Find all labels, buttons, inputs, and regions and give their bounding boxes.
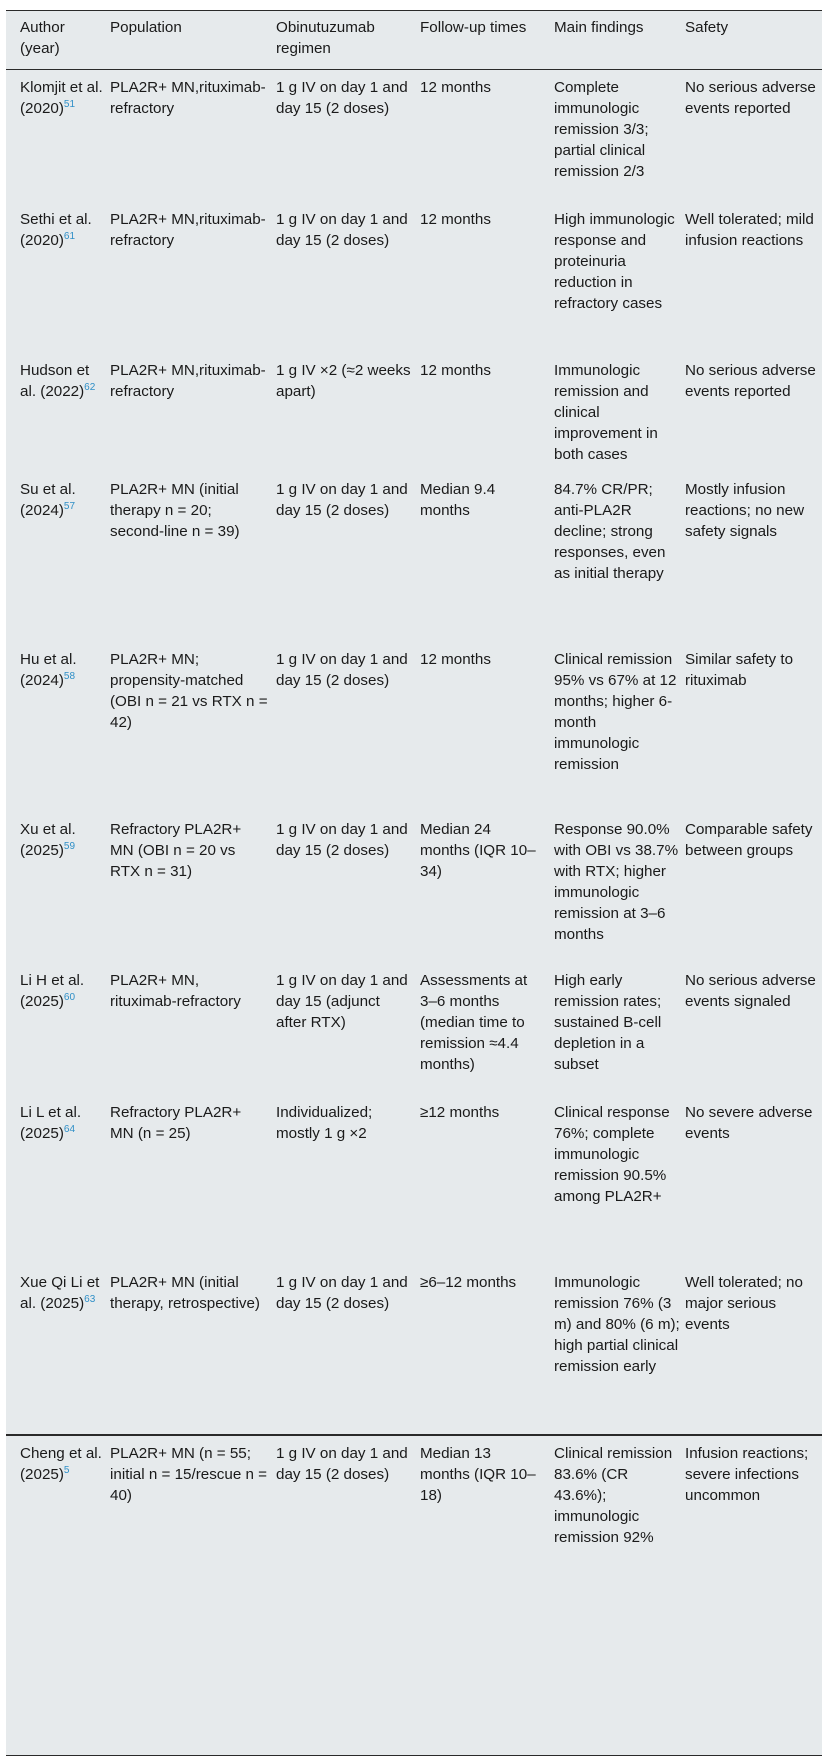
- cell-regimen-text: 1 g IV on day 1 and day 15 (adjunct after RTX): [276, 971, 408, 1031]
- header-safety: Safety: [685, 11, 822, 70]
- cell-safety: [685, 472, 822, 642]
- cell-findings-text: Clinical remission 95% vs 67% at 12 months; higher 6-month immunologic remission: [554, 650, 677, 773]
- cell-regimen: [276, 353, 420, 472]
- header-findings: Main findings: [554, 11, 685, 70]
- cell-population: [110, 1435, 276, 1585]
- cell-followup-text: Median 9.4 months: [420, 480, 496, 519]
- cell-followup-text: Assessments at 3–6 months (median time to remission ≈4.4 months): [420, 971, 528, 1073]
- cell-regimen-text: 1 g IV on day 1 and day 15 (2 doses): [276, 820, 408, 859]
- reference-link[interactable]: 61: [63, 230, 76, 242]
- cell-findings-text: Response 90.0% with OBI vs 38.7% with RTX; higher immunologic remission at 3–6 months: [554, 820, 679, 943]
- cell-author: [6, 642, 110, 812]
- cell-regimen: [276, 472, 420, 642]
- cell-findings-text: Clinical response 76%; complete immunologic remission 90.5% among PLA2R+: [554, 1103, 670, 1205]
- header-row: [6, 11, 822, 70]
- cell-population: [110, 812, 276, 963]
- cell-findings-text: 84.7% CR/PR; anti-PLA2R decline; strong responses, even as initial therapy: [554, 480, 666, 582]
- obinutuzumab-studies-table: [6, 10, 822, 1756]
- cell-author: [6, 963, 110, 1095]
- cell-findings: [554, 472, 685, 642]
- cell-followup: [420, 472, 554, 642]
- reference-link[interactable]: 57: [63, 500, 76, 512]
- table-row: [6, 202, 822, 353]
- cell-safety-text: No serious adverse events reported: [685, 79, 816, 117]
- cell-author: [6, 472, 110, 642]
- cell-regimen-text: 1 g IV on day 1 and day 15 (2 doses): [276, 210, 408, 249]
- cell-followup: [420, 642, 554, 812]
- cell-safety: [685, 1435, 822, 1585]
- cell-followup: [420, 353, 554, 472]
- cell-author-text: Su et al. (2024): [20, 480, 76, 519]
- cell-safety-text: Similar safety to rituximab: [685, 650, 794, 689]
- cell-followup-text: 12 months: [420, 650, 491, 668]
- cell-safety-text: Infusion reactions; severe infections uncommon: [685, 1444, 809, 1504]
- cell-population: [110, 202, 276, 353]
- cell-author-text: Hu et al. (2024): [20, 650, 77, 689]
- cell-author: [6, 1265, 110, 1435]
- table-row: [6, 812, 822, 963]
- cell-author-text: Li H et al. (2025): [20, 971, 85, 1010]
- cell-followup: [420, 963, 554, 1095]
- cell-findings-text: Immunologic remission and clinical improvement in both cases: [554, 361, 658, 463]
- cell-author: [6, 70, 110, 202]
- cell-safety-text: Comparable safety between groups: [685, 820, 813, 859]
- reference-link[interactable]: 62: [84, 381, 96, 393]
- cell-safety: [685, 1095, 822, 1265]
- cell-population-text: PLA2R+ MN (n = 55; initial n = 15/rescue n = 40): [110, 1444, 268, 1504]
- cell-regimen-text: Individualized; mostly 1 g ×2: [276, 1103, 373, 1142]
- cell-population-text: PLA2R+ MN; propensity-matched (OBI n = 21 vs RTX n = 42): [110, 650, 268, 731]
- cell-safety: [685, 353, 822, 472]
- cell-author-text: Xu et al. (2025): [20, 820, 76, 859]
- cell-population: [110, 472, 276, 642]
- cell-regimen-text: 1 g IV on day 1 and day 15 (2 doses): [276, 480, 408, 519]
- reference-link[interactable]: 64: [63, 1123, 76, 1135]
- reference-link[interactable]: 63: [84, 1293, 96, 1305]
- cell-regimen: [276, 1265, 420, 1435]
- cell-findings: [554, 1435, 685, 1585]
- studies-table: [6, 11, 822, 1585]
- cell-findings: [554, 1095, 685, 1265]
- cell-findings-text: Clinical remission 83.6% (CR 43.6%); immunologic remission 92%: [554, 1444, 673, 1546]
- cell-population-text: Refractory PLA2R+ MN (n = 25): [110, 1103, 242, 1142]
- cell-population-text: PLA2R+ MN (initial therapy n = 20; second-line n = 39): [110, 480, 240, 540]
- cell-population-text: PLA2R+ MN,rituximab-refractory: [110, 361, 266, 400]
- cell-regimen-text: 1 g IV on day 1 and day 15 (2 doses): [276, 79, 408, 117]
- cell-followup: [420, 70, 554, 202]
- table-row: [6, 353, 822, 472]
- table-row: [6, 70, 822, 202]
- header-population: Population: [110, 11, 276, 70]
- cell-regimen: [276, 202, 420, 353]
- cell-findings: [554, 70, 685, 202]
- cell-safety-text: No serious adverse events reported: [685, 361, 816, 400]
- cell-author: [6, 202, 110, 353]
- reference-link[interactable]: 5: [63, 1464, 70, 1476]
- cell-followup: [420, 1265, 554, 1435]
- cell-regimen: [276, 1095, 420, 1265]
- cell-author-text: Hudson et al. (2022): [20, 361, 90, 400]
- cell-followup-text: ≥12 months: [420, 1103, 500, 1121]
- cell-followup-text: Median 13 months (IQR 10–18): [420, 1444, 536, 1504]
- table-row: [6, 642, 822, 812]
- cell-author-text: Klomjit et al. (2020): [20, 79, 103, 117]
- cell-author: [6, 1435, 110, 1585]
- cell-population: [110, 353, 276, 472]
- cell-safety: [685, 202, 822, 353]
- cell-population-text: PLA2R+ MN (initial therapy, retrospective): [110, 1273, 260, 1312]
- header-regimen: Obinutuzumab regimen: [276, 11, 420, 70]
- reference-link[interactable]: 58: [63, 670, 76, 682]
- table-row: [6, 1265, 822, 1435]
- cell-findings: [554, 353, 685, 472]
- cell-safety: [685, 1265, 822, 1435]
- cell-findings-text: High early remission rates; sustained B-cell depletion in a subset: [554, 971, 662, 1073]
- cell-safety-text: Well tolerated; mild infusion reactions: [685, 210, 814, 249]
- cell-safety: [685, 642, 822, 812]
- cell-findings: [554, 963, 685, 1095]
- cell-population-text: PLA2R+ MN, rituximab-refractory: [110, 971, 241, 1010]
- cell-followup: [420, 202, 554, 353]
- cell-safety: [685, 812, 822, 963]
- cell-regimen-text: 1 g IV on day 1 and day 15 (2 doses): [276, 1273, 408, 1312]
- cell-findings-text: Complete immunologic remission 3/3; partial clinical remission 2/3: [554, 79, 649, 180]
- cell-followup-text: Median 24 months (IQR 10–34): [420, 820, 536, 880]
- cell-population: [110, 1095, 276, 1265]
- cell-author: [6, 353, 110, 472]
- cell-safety-text: No severe adverse events: [685, 1103, 813, 1142]
- cell-findings: [554, 642, 685, 812]
- cell-regimen-text: 1 g IV on day 1 and day 15 (2 doses): [276, 650, 408, 689]
- cell-population-text: PLA2R+ MN,rituximab-refractory: [110, 79, 266, 117]
- table-body: [6, 70, 822, 1585]
- table-row: [6, 472, 822, 642]
- cell-followup-text: 12 months: [420, 79, 491, 96]
- cell-safety: [685, 963, 822, 1095]
- cell-findings: [554, 812, 685, 963]
- cell-followup-text: 12 months: [420, 210, 491, 228]
- header-followup: Follow-up times: [420, 11, 554, 70]
- cell-author-text: Li L et al. (2025): [20, 1103, 82, 1142]
- cell-population: [110, 70, 276, 202]
- cell-regimen-text: 1 g IV on day 1 and day 15 (2 doses): [276, 1444, 408, 1483]
- cell-regimen: [276, 642, 420, 812]
- cell-followup-text: ≥6–12 months: [420, 1273, 517, 1291]
- cell-author: [6, 812, 110, 963]
- table-row: [6, 1095, 822, 1265]
- cell-findings-text: High immunologic response and proteinuria reduction in refractory cases: [554, 210, 675, 312]
- cell-safety-text: No serious adverse events signaled: [685, 971, 816, 1010]
- cell-findings-text: Immunologic remission 76% (3 m) and 80% (6 m); high partial clinical remission early: [554, 1273, 680, 1375]
- cell-findings: [554, 202, 685, 353]
- cell-followup: [420, 812, 554, 963]
- cell-population-text: PLA2R+ MN,rituximab-refractory: [110, 210, 266, 249]
- cell-author-text: Cheng et al. (2025): [20, 1444, 102, 1483]
- reference-link[interactable]: 59: [63, 840, 76, 852]
- reference-link[interactable]: 60: [63, 991, 76, 1003]
- cell-followup: [420, 1435, 554, 1585]
- header-author: Author (year): [6, 11, 110, 70]
- cell-population: [110, 963, 276, 1095]
- cell-followup-text: 12 months: [420, 361, 491, 379]
- reference-link[interactable]: 51: [63, 98, 76, 110]
- cell-author-text: Xue Qi Li et al. (2025): [20, 1273, 100, 1312]
- cell-regimen: [276, 1435, 420, 1585]
- cell-regimen: [276, 812, 420, 963]
- cell-author: [6, 1095, 110, 1265]
- cell-population-text: Refractory PLA2R+ MN (OBI n = 20 vs RTX n = 31): [110, 820, 242, 880]
- table-row: [6, 1435, 822, 1585]
- table-row: [6, 963, 822, 1095]
- cell-regimen-text: 1 g IV ×2 (≈2 weeks apart): [276, 361, 411, 400]
- cell-author-text: Sethi et al. (2020): [20, 210, 92, 249]
- cell-population: [110, 1265, 276, 1435]
- cell-population: [110, 642, 276, 812]
- cell-safety: [685, 70, 822, 202]
- cell-safety-text: Mostly infusion reactions; no new safety signals: [685, 480, 805, 540]
- cell-findings: [554, 1265, 685, 1435]
- cell-safety-text: Well tolerated; no major serious events: [685, 1273, 803, 1333]
- cell-regimen: [276, 963, 420, 1095]
- cell-regimen: [276, 70, 420, 202]
- cell-followup: [420, 1095, 554, 1265]
